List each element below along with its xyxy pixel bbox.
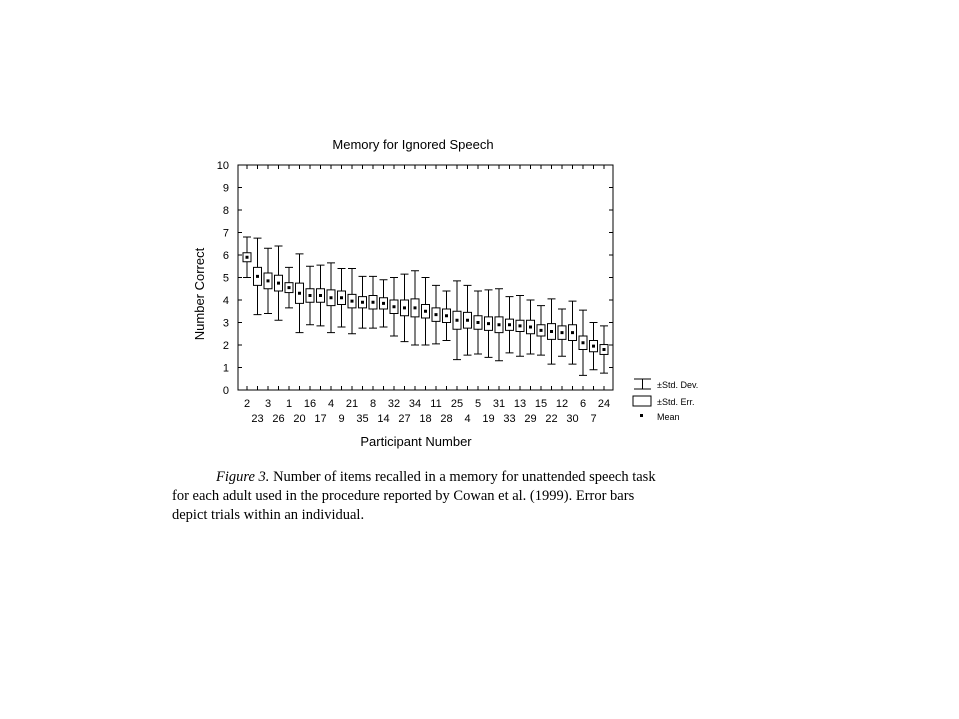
participant-box <box>264 248 272 313</box>
mean-marker <box>403 306 406 309</box>
figure-caption <box>172 468 712 525</box>
mean-marker <box>330 296 333 299</box>
participant-box <box>369 276 377 328</box>
participant-box <box>275 246 283 320</box>
mean-marker <box>277 282 280 285</box>
mean-marker <box>445 314 448 317</box>
participant-box <box>380 280 388 327</box>
mean-marker <box>267 279 270 282</box>
mean-marker <box>414 306 417 309</box>
x-tick-label: 4 <box>327 398 335 410</box>
mean-marker <box>603 348 606 351</box>
x-tick-label: 5 <box>474 398 482 410</box>
legend-std-err-icon <box>633 396 651 406</box>
mean-marker <box>477 321 480 324</box>
legend <box>633 379 698 422</box>
x-tick-label: 17 <box>314 413 327 425</box>
y-tick-label: 10 <box>216 160 229 172</box>
caption-line-2: for each adult used in the procedure reported by Cowan et al. (1999). Error bars <box>172 488 635 504</box>
x-axis-label: Participant Number <box>360 434 472 449</box>
participant-box <box>359 276 367 328</box>
y-tick-label: 2 <box>222 340 229 352</box>
mean-marker <box>498 323 501 326</box>
legend-std-dev-label: ±Std. Dev. <box>657 380 699 390</box>
participant-box <box>432 285 440 344</box>
x-tick-label: 32 <box>387 398 401 410</box>
x-tick-label: 20 <box>293 413 306 425</box>
x-tick-label: 19 <box>482 413 495 425</box>
mean-marker <box>508 323 511 326</box>
mean-marker <box>298 292 301 295</box>
y-tick-label: 3 <box>222 317 229 330</box>
mean-marker <box>561 331 564 334</box>
mean-marker <box>393 305 396 308</box>
x-tick-label: 13 <box>513 398 527 410</box>
caption-line-1 <box>172 468 712 487</box>
x-tick-label: 11 <box>430 398 442 410</box>
box-series <box>243 237 608 375</box>
y-tick-label: 1 <box>222 362 229 375</box>
mean-marker <box>361 301 364 304</box>
y-axis-label: Number Correct <box>192 247 207 341</box>
x-tick-label: 26 <box>272 413 285 425</box>
mean-marker <box>309 294 312 297</box>
x-tick-label: 33 <box>503 413 516 425</box>
participant-box <box>317 265 325 326</box>
participant-box <box>464 285 472 355</box>
participant-box <box>537 306 545 356</box>
x-tick-label: 4 <box>464 413 471 425</box>
mean-marker <box>288 286 291 289</box>
y-tick-label: 6 <box>222 250 229 262</box>
x-tick-label: 12 <box>555 398 569 410</box>
caption-line-3: depict trials within an individual. <box>172 507 365 523</box>
mean-marker <box>466 319 469 322</box>
participant-box <box>558 309 566 356</box>
x-tick-label: 9 <box>338 413 345 425</box>
caption-line-1-text: Number of items recalled in a memory for unattended speech task <box>269 469 656 485</box>
participant-box <box>390 278 398 337</box>
participant-box <box>243 237 251 278</box>
x-tick-label: 27 <box>398 413 411 425</box>
mean-marker <box>550 330 553 333</box>
x-tick-label: 23 <box>251 413 264 425</box>
mean-marker <box>340 296 343 299</box>
x-tick-label: 22 <box>545 413 558 425</box>
participant-box <box>600 326 608 373</box>
participant-box <box>411 271 419 345</box>
y-tick-label: 8 <box>222 205 229 217</box>
legend-mean-label: Mean <box>657 412 680 422</box>
x-tick-label: 29 <box>524 413 537 425</box>
y-tick-label: 0 <box>222 385 229 397</box>
mean-marker <box>540 329 543 332</box>
x-tick-label: 15 <box>534 398 548 410</box>
participant-box <box>548 299 556 364</box>
mean-marker <box>246 256 249 259</box>
legend-std-err-label: ±Std. Err. <box>657 397 695 407</box>
participant-box <box>569 301 577 364</box>
x-tick-label: 28 <box>440 413 453 425</box>
mean-marker <box>424 310 427 313</box>
participant-box <box>296 254 304 333</box>
x-tick-label: 35 <box>356 413 369 425</box>
x-tick-label: 14 <box>377 413 390 425</box>
mean-marker <box>382 302 385 305</box>
participant-box <box>474 291 482 354</box>
x-tick-label: 8 <box>369 398 377 410</box>
participant-box <box>254 238 262 315</box>
mean-marker <box>256 275 259 278</box>
x-tick-label: 30 <box>566 413 579 425</box>
mean-marker <box>582 341 585 344</box>
chart-title: Memory for Ignored Speech <box>332 137 494 152</box>
x-tick-label: 3 <box>264 398 272 410</box>
participant-box <box>579 310 587 375</box>
x-tick-label: 34 <box>408 398 422 410</box>
mean-marker <box>435 313 438 316</box>
participant-box <box>348 269 356 334</box>
mean-marker <box>319 294 322 297</box>
x-tick-label: 2 <box>243 398 251 410</box>
y-tick-label: 9 <box>222 182 229 195</box>
participant-box <box>590 323 598 370</box>
participant-box <box>443 291 451 341</box>
participant-box <box>338 269 346 328</box>
participant-box <box>495 289 503 361</box>
mean-marker <box>519 324 522 327</box>
participant-box <box>285 267 293 308</box>
mean-marker <box>351 300 354 303</box>
mean-marker <box>592 345 595 348</box>
x-tick-label: 31 <box>492 398 506 410</box>
legend-std-dev-icon <box>634 379 651 389</box>
participant-box <box>453 281 461 360</box>
participant-box <box>527 300 535 354</box>
x-tick-label: 21 <box>345 398 359 410</box>
figure-label: Figure 3. <box>216 469 270 485</box>
participant-box <box>516 296 524 357</box>
participant-box <box>422 278 430 346</box>
mean-marker <box>456 319 459 322</box>
participant-box <box>306 266 314 325</box>
x-tick-label: 7 <box>590 413 597 425</box>
x-tick-label: 1 <box>285 398 293 410</box>
mean-marker <box>529 326 532 329</box>
participant-box <box>401 274 409 342</box>
participant-box <box>485 290 493 358</box>
mean-marker <box>571 331 574 334</box>
participant-box <box>327 263 335 333</box>
mean-marker <box>487 322 490 325</box>
x-tick-label: 6 <box>579 398 587 410</box>
legend-mean-icon <box>640 414 643 417</box>
x-tick-label: 24 <box>597 398 611 410</box>
y-tick-label: 5 <box>222 272 229 285</box>
x-tick-label: 18 <box>419 413 432 425</box>
y-tick-label: 7 <box>222 227 229 240</box>
participant-box <box>506 297 514 353</box>
y-tick-label: 4 <box>222 295 229 307</box>
mean-marker <box>372 301 375 304</box>
x-tick-label: 16 <box>303 398 317 410</box>
x-tick-label: 25 <box>450 398 464 410</box>
